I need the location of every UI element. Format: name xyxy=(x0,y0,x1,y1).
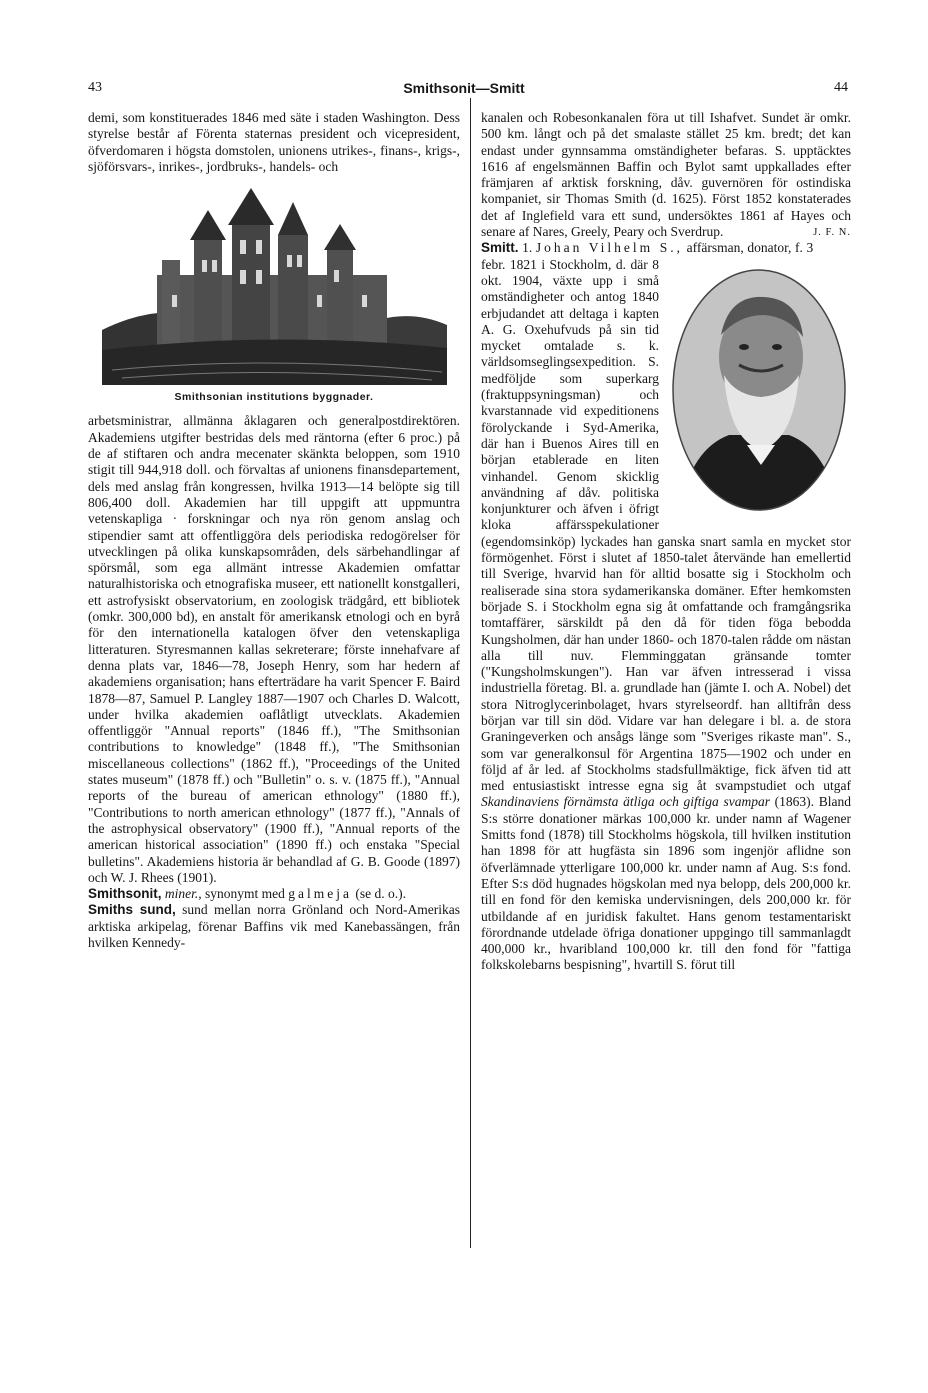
entry-text: sund mellan norra Grönland och Nord-Amerikas arktiska arkipelag, förenar Baffins vik med Kanebassängen, från hvilken Kennedy- xyxy=(88,902,460,950)
entry-smithsonit xyxy=(88,886,460,902)
figure-caption: Smithsonian institutions byggnader. xyxy=(174,391,374,404)
left-paragraph-2: arbetsministrar, allmänna åklagaren och generalpostdirektören. Akademiens utgifter bestridas dels med räntorna (efter 6 proc.) på de af stiftaren och andra mecenater skänkta beloppen, som 1910 stigit till 944,918 doll. och förvaltas af unionens finansdepartement, dels med anslag från kongressen, hvilka 1913—14 belöpte sig till 806,400 doll. Akademien har till uppgift att uppmuntra vetenskapliga · forskningar och nya rön genom anslag och stipendier samt att offentliggöra dels periodiska redogörelser för utvecklingen på olika kunskapsområden, dels särbehandlingar af spörsmål, som ega allmänt intresse Akademien omfattar naturalhistoriska och etnografiska museer, ett nationellt konstgalleri, ett astrofysiskt observatorium, en zoologisk trädgård, ett bibliotek (omkr. 300,000 bd), en anstalt för amerikansk etnologi och en byrå för den internationella katalogen öfver den vetenskapliga litteraturen. Styresmannen kallas sekreterare; förste innehafvare af denna plats var, 1846—78, Joseph Henry, som har hedern af akademiens organisation; hans efterträdare ha varit Spencer F. Baird 1878—87, Samuel P. Langley 1887—1907 och Charles D. Walcott, under hvilka akademien oaflåtligt utvecklats. Akademien offentliggör "Annual reports" (1846 ff.), "The Smithsonian contributions to knowledge" (1848 ff.), "The Smithsonian miscellaneous collections" (1862 ff.), "Proceedings of the United states museum" (1878 ff.) och "Bulletin" o. s. v. (1875 ff.), "Annual reports of the bureau of american ethnology" (1880 ff.), "Contributions to north american ethnology" (1877 ff.), "Annals of the astrophysical observatory" (1900 ff.), "Annual reports of the american historical association" (1890 ff.) och enstaka "Special bulletins". Akademiens historia är behandlad af G. B. Goode (1897) och W. J. Rhees (1901). xyxy=(88,413,460,885)
entry-smiths-sund xyxy=(88,902,460,951)
page-number-right: 44 xyxy=(834,80,848,95)
person-name: Johan Vilhelm S., xyxy=(535,240,684,256)
abbr-miner: miner., xyxy=(164,886,202,902)
entry-text: affärsman, donator, f. 3 febr. 1821 i Stockholm, d. där 8 okt. 1904, växte upp i små omständigheter och antog 1840 erbjudandet att deltaga i kapten A. G. Oxehufvuds på sin tid mycket omtalade s. k. världsomseglingsexpedition. S. medföljde som superkarg (fraktuppsyningsman) och kvarstannade vid expeditionens förolyckande i Syd-Amerika, där han i Buenos Aires till en början etablerade en liten vinhandel. Genom skicklig användning af dåv. politiska konjunkturer och äfven i öfrigt kloka affärsspekulationer (egendomsinköp) lyckades han ganska snart samla en mycket stor förmögenhet. Först i slutet af 1850-talet återvände han emellertid till Sverige, hvarvid han för alltid bosatte sig i Stockholm och realiserade sina stora sydamerikanska domäner. Efter hemkomsten började S. i Stockholm egna sig åt omfattande och framgångsrika tomtaffärer, särskildt på den då för tiden föga bebodda Kungsholmen, där han under 1860- och 1870-talen rådde om nästan alla till nuv. Flemminggatan gränsande tomter ("Kungsholmskungen"). Han var äfven intresserad i vissa industriella företag. Bl. a. grundlade han (jämte I. och A. Nobel) det stora Nitroglycerinbolaget, hvars styrelseordf. han alltifrån dess början var till sin död. Vidare var han delegare i bl. a. de stora Graningeverken och ansågs länge som "Sveriges rikaste man". S., som var generalkonsul för Argentina 1875—1902 och under en följd af år led. af Stockholms stadsfullmäktige, fick äfven tid att med entusiastiskt intresse egna sig åt svampstudiet och utgaf xyxy=(481,240,851,794)
left-column xyxy=(88,110,460,951)
entry-text: kanalen och Robesonkanalen föra ut till Ishafvet. Sundet är omkr. 500 km. långt och på det smalaste stället 25 km. bredt; det kan endast under gynnsamma omständigheter befaras. S. upptäcktes 1616 af engelsmännen Baffin och Bylot samt uppkallades efter främjaren af arktisk forskning, dåv. guvernören för ostindiska kompaniet, sir Thomas Smith (d. 1625). Först 1852 konstaterades det af Inglefield vara ett sund, undersöktes 1861 af Hayes och senare af Nares, Greely, Peary och Sverdrup. xyxy=(481,110,851,240)
entry-number: 1. xyxy=(522,240,533,256)
headword-smiths-sund: Smiths sund, xyxy=(88,902,176,918)
cross-reference: galmeja xyxy=(288,886,352,902)
headword-smitt: Smitt. xyxy=(481,240,519,256)
page-number-left: 43 xyxy=(88,80,102,95)
right-column xyxy=(481,110,851,974)
right-paragraph-1 xyxy=(481,110,851,240)
smithsonian-building-illustration xyxy=(102,180,447,385)
column-divider xyxy=(470,98,471,1248)
portrait-illustration xyxy=(669,265,849,515)
running-title: Smithsonit—Smitt xyxy=(403,80,525,96)
headword-smithsonit: Smithsonit, xyxy=(88,886,162,902)
entry-text: (se d. o.). xyxy=(355,886,406,902)
entry-text: synonymt med xyxy=(205,886,285,902)
left-paragraph-1: demi, som konstituerades 1846 med säte i staden Washington. Dess styrelse består af Förenta staternas president och vicepresident, öfverdomaren i högsta domstolen, unionens utrikes-, finans-, krigs-, sjöförsvars-, inrikes-, jordbruks-, handels- och xyxy=(88,110,460,174)
book-title: Skandinaviens förnämsta ätliga och giftiga svampar xyxy=(481,794,770,810)
entry-smitt xyxy=(481,240,851,973)
entry-text: (1863). Bland S:s större donationer märkas 100,000 kr. under namn af Wagener Smitts fond (1878) till Stockholms högskola, till hvilken institution han 1898 för att hugfästa sin 1896 som ingenjör aflidne son öfverlämnade ytterligare 100,000 kr. under namn af Aug. S:s fond. Efter S:s död hugnades högskolan med nya belopp, dels 200,000 kr. till en fond för den kemiska undervisningen, dels 200,000 kr. för utbildande af en juridisk fakultet. Hans genom testamentariskt förordnande utdelade öfriga donationer uppgingo till sammanlagdt 400,000 kr., hvaribland 100,000 kr. till den fond för "fattiga folkskolebarns bespisning", hvartill S. förut till xyxy=(481,794,851,973)
author-signature: J. F. N. xyxy=(813,227,851,239)
